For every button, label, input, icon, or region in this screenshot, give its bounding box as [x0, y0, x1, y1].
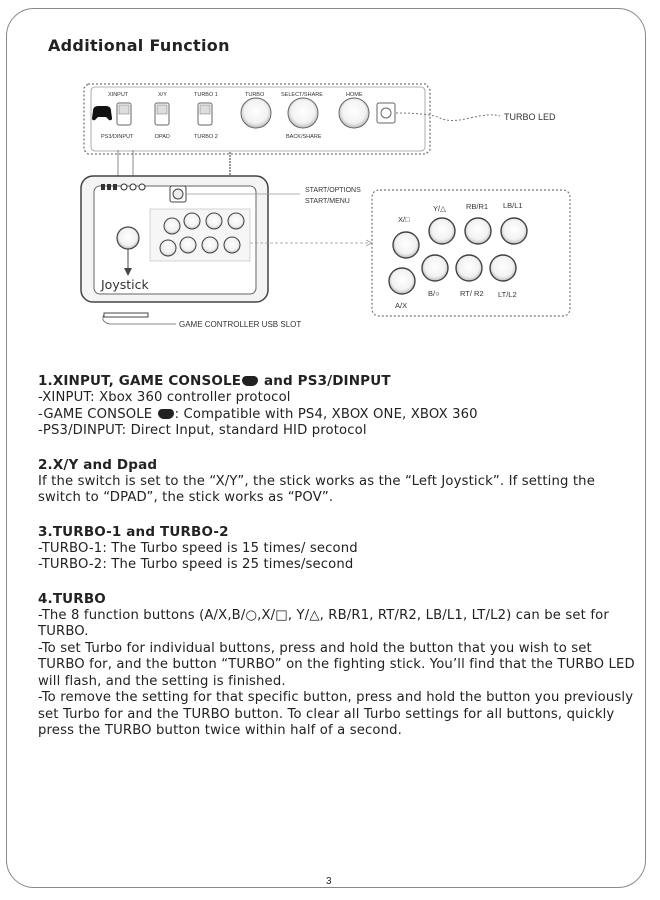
button-lt-l2[interactable] [490, 255, 516, 281]
label-xy: X/Y [158, 92, 167, 98]
button-b-circle[interactable] [422, 255, 448, 281]
label-select-share: SELECT/SHARE [281, 92, 323, 98]
section-1-line-2: -GAME CONSOLE : Compatible with PS4, XBOX ONE, XBOX 360 [38, 406, 478, 422]
label-home: HOME [346, 92, 363, 98]
gamepad-icon [92, 106, 112, 120]
label-dpad: DPAD [155, 134, 170, 140]
section-4-para-1: -The 8 function buttons (A/X,B/○,X/□, Y/△, RB/R1, RT/R2, LB/L1, LT/L2) can be set for TURBO. [38, 607, 609, 639]
button-a-x[interactable] [389, 268, 415, 294]
fight-stick-body [81, 176, 268, 302]
section-3-heading: 3.TURBO-1 and TURBO-2 [38, 523, 229, 540]
button-layout-panel [372, 190, 570, 316]
joystick-ball[interactable] [117, 227, 139, 249]
section-1 [38, 373, 638, 440]
section-3-line-1: -TURBO-1: The Turbo speed is 15 times/ second [38, 540, 358, 556]
button-lb-l1[interactable] [501, 218, 527, 244]
instruction-text [38, 373, 638, 757]
start-menu-label: START/MENU [305, 198, 350, 205]
label-lt-l2: LT/L2 [498, 290, 517, 299]
section-3-line-2: -TURBO-2: The Turbo speed is 25 times/second [38, 557, 354, 572]
button-x-square[interactable] [393, 232, 419, 258]
gamepad-icon [242, 376, 258, 386]
start-options-label: START/OPTIONS [305, 187, 361, 194]
label-turbo: TURBO [245, 92, 265, 98]
section-1-heading: 1.XINPUT, GAME CONSOLE and PS3/DINPUT [38, 373, 391, 389]
section-2-text: If the switch is set to the “X/Y”, the stick works as the “Left Joystick”. If setting the switch to “DPAD”, the stick works as “POV”. [38, 473, 595, 505]
turbo-button[interactable] [241, 98, 271, 128]
section-4-heading: 4.TURBO [38, 590, 106, 607]
section-4-para-3: -To remove the setting for that specific button, press and hold the button you previously set Turbo for and the TURBO button. To clear all Turbo settings for all buttons, quickly press the TURBO button twice within half of a second. [38, 690, 634, 738]
section-4 [38, 591, 638, 740]
section-3 [38, 524, 638, 574]
page-number: 3 [326, 876, 332, 887]
label-turbo2: TURBO 2 [194, 134, 218, 140]
section-2 [38, 457, 638, 507]
section-1-line-3: -PS3/DINPUT: Direct Input, standard HID protocol [38, 423, 367, 438]
usb-slot-label: GAME CONTROLLER USB SLOT [179, 320, 302, 329]
button-y-triangle[interactable] [429, 218, 455, 244]
label-b-circle: B/○ [428, 289, 440, 298]
turbo-led-label: TURBO LED [504, 112, 556, 122]
usb-slot [104, 313, 148, 317]
label-lb-l1: LB/L1 [503, 201, 523, 210]
page-title: Additional Function [48, 36, 230, 55]
label-ps3-dinput: PS3/DINPUT [101, 134, 134, 140]
label-rt-r2: RT/ R2 [460, 289, 484, 298]
section-4-para-2: -To set Turbo for individual buttons, press and hold the button that you wish to set TURBO for, and the button “TURBO” on the fighting stick. You’ll find that the TURBO LED will flash, and the setting is finished. [38, 640, 635, 689]
section-2-heading: 2.X/Y and Dpad [38, 456, 158, 473]
label-a-x: A/X [395, 301, 408, 310]
button-rb-r1[interactable] [465, 218, 491, 244]
label-rb-r1: RB/R1 [466, 202, 489, 211]
label-turbo1: TURBO 1 [194, 92, 218, 98]
gamepad-icon [158, 409, 174, 419]
label-x-square: X/□ [398, 215, 410, 224]
label-back-share: BACK/SHARE [286, 134, 322, 140]
button-rt-r2[interactable] [456, 255, 482, 281]
home-button[interactable] [339, 98, 369, 128]
section-1-line-1: -XINPUT: Xbox 360 controller protocol [38, 390, 291, 405]
label-xinput: XINPUT [108, 92, 129, 98]
top-panel [84, 84, 430, 154]
controller-diagram [0, 0, 660, 370]
joystick-label: Joystick [101, 277, 149, 292]
select-share-button[interactable] [288, 98, 318, 128]
label-y-triangle: Y/△ [433, 204, 446, 213]
